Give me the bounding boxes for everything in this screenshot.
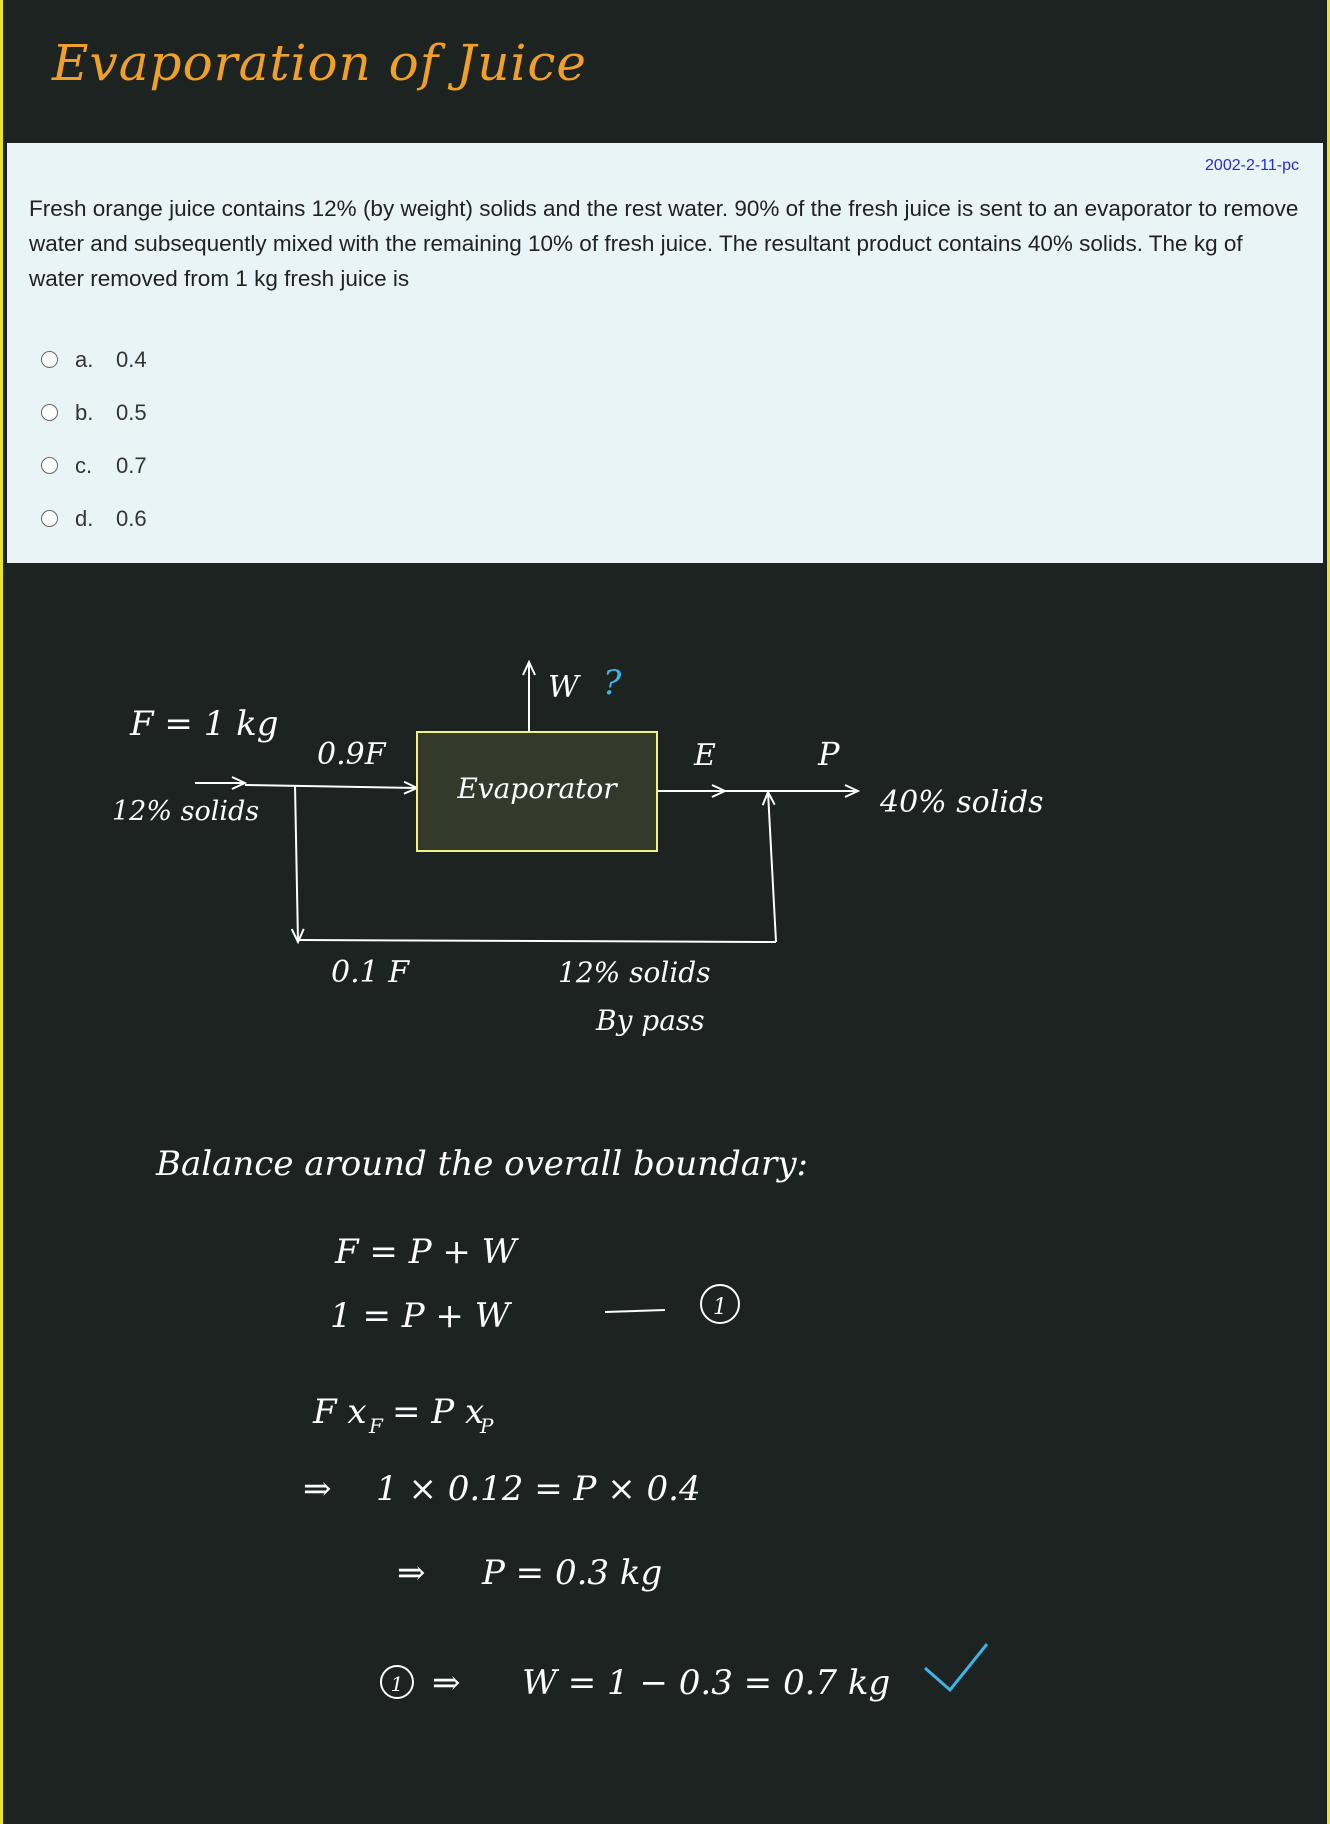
product-label: P: [818, 735, 840, 773]
result-tag-number: 1: [390, 1672, 404, 1696]
evaporator-label: Evaporator: [457, 772, 617, 805]
solids-balance-rhs: = P x: [392, 1392, 485, 1432]
implies-arrow: ⇒: [303, 1469, 332, 1509]
equation-dash: [605, 1310, 665, 1312]
equation-mass-balance-numeric: 1 = P + W: [330, 1296, 510, 1336]
solids-balance-rhs-subscript: P: [480, 1414, 494, 1438]
option-letter: a.: [75, 346, 94, 372]
option-value: 0.7: [116, 452, 147, 478]
option-value: 0.4: [116, 346, 147, 372]
equation-substitution: 1 × 0.12 = P × 0.4: [376, 1469, 701, 1509]
process-diagram: [112, 662, 1043, 1037]
solids-balance-lhs: F x: [313, 1392, 367, 1432]
bypass-label: By pass: [596, 1004, 705, 1037]
feed-label: F = 1 kg: [130, 704, 279, 744]
vapor-label: W: [548, 670, 579, 705]
bypass-down-line: [295, 785, 298, 942]
bypass-flow-label: 0.1 F: [331, 955, 410, 990]
vapor-query-mark: ?: [603, 663, 622, 703]
option-value: 0.5: [116, 399, 147, 425]
page-title: Evaporation of Juice: [52, 34, 587, 92]
implies-arrow: ⇒: [432, 1663, 461, 1703]
solution-heading: Balance around the overall boundary:: [156, 1144, 808, 1184]
equation-tag-number: 1: [713, 1295, 727, 1320]
product-solids-label: 40% solids: [880, 785, 1044, 820]
equation-water-result: W = 1 − 0.3 = 0.7 kg: [522, 1663, 891, 1703]
solids-balance-lhs-subscript: F: [369, 1414, 383, 1438]
checkmark-icon: [925, 1644, 987, 1690]
feed-solids-label: 12% solids: [112, 796, 260, 827]
option-letter: b.: [75, 399, 94, 425]
option-letter: d.: [75, 505, 94, 531]
equation-solids-balance: [312, 1392, 494, 1438]
solution-work: [155, 1144, 987, 1703]
equation-mass-balance: F = P + W: [335, 1232, 517, 1272]
bypass-up-line: [768, 792, 776, 942]
option-value: 0.6: [116, 505, 147, 531]
feed-to-evaporator-line: [245, 785, 417, 788]
split-main-label: 0.9F: [317, 737, 386, 772]
implies-arrow: ⇒: [397, 1553, 426, 1593]
question-text: Fresh orange juice contains 12% (by weight) solids and the rest water. 90% of the fresh juice is sent to an evaporator to remove water and subsequently mixed with the remaining 10% of fresh juice. The resultant product contains 40% solids. The kg of water removed from 1 kg fresh juice is: [29, 196, 1299, 291]
concentrate-label: E: [694, 738, 716, 773]
option-letter: c.: [75, 452, 93, 478]
bypass-bottom-line: [298, 940, 776, 942]
equation-product-result: P = 0.3 kg: [482, 1553, 663, 1593]
bypass-solids-label: 12% solids: [558, 956, 711, 989]
question-id[interactable]: 2002-2-11-pc: [1205, 157, 1299, 174]
